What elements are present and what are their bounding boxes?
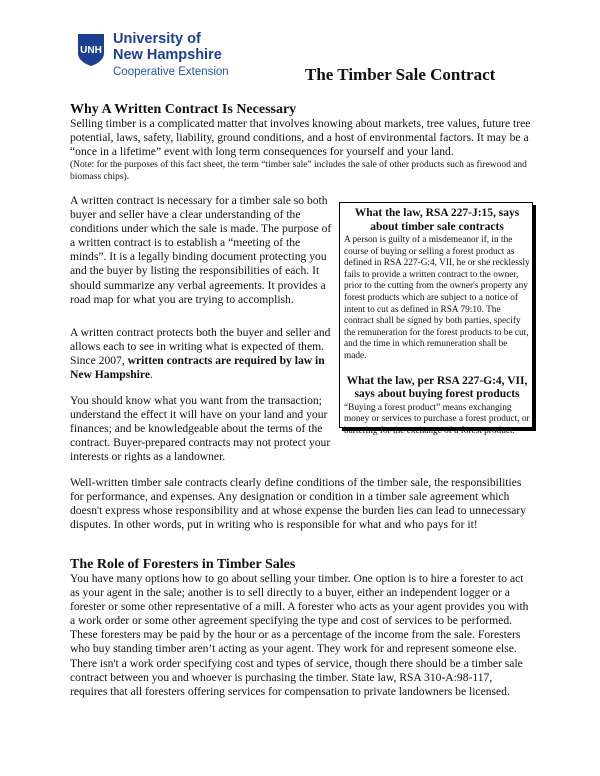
law-box-title-1: What the law, RSA 227-J:15, says about timber sale contracts <box>354 207 520 233</box>
law-box-text-2: “Buying a forest product” means exchanging money or services to purchase a forest product, or bartering for the exchange of a forest product. <box>344 402 530 436</box>
law-box-text-1: A person is guilty of a misdemeanor if, in the course of buying or selling a forest product as defined in RSA 227-G:4, VII, he or she recklessly fails to provide a written contract to the owner, prior to the cutting from the owner's property any forest products which are subject to a notice of intent to cut as defined in RSA 79:10. The contract shall be signed by both parties, specify the remuneration for the forest products to be cut, and the time in which remuneration shall be made. <box>344 235 530 361</box>
paragraph-role-of-foresters: You have many options how to go about selling your timber. One option is to hire a forester to act as your agent in the sale; another is to sell directly to a buyer, either an independent logger or a forester or some other representative of a mill. A forester who acts as your agent provides you with a work order or some other agreement specifying the type and cost of services to be performed. These foresters may be paid by the hour or as a percentage of the income from the sale. Foresters who buy standing timber aren’t acting as your agent. They work for and represent someone else. There isn't a work order specifying cost and types of service, though there should be a timber sale contract between you and whoever is purchasing the timber. State law, RSA 310-A:98-117, requires that all foresters offering services for compensation to private landowners be licensed. <box>70 572 529 698</box>
intro-text: Selling timber is a complicated matter that involves knowing about markets, tree values, future tree potential, laws, safety, liability, ground conditions, and a host of environmental factors. It may be a “once in a lifetime” event with long term consequences for yourself and your land. <box>70 117 531 159</box>
paragraph-contract-protects <box>70 326 332 382</box>
para2-text-c: . <box>149 368 153 382</box>
para2-bold-law: written contracts are required by law in New Hampshire <box>70 354 325 382</box>
logo-university-of: University of <box>113 31 201 47</box>
paragraph-well-written-contracts: Well-written timber sale contracts clearly define conditions of the timber sale, the responsibilities for performance, and expenses. Any designation or condition in a timber sale agreement which doesn't express whose responsibility and at whose expense the burden lies can lead to unnecessary disputes. In other words, put in writing who is responsible for what and who pays for it! <box>70 476 527 532</box>
paragraph-contract-necessary: A written contract is necessary for a timber sale so both buyer and seller have a clear understanding of the conditions under which the sale is made. The purpose of a written contract is to establish a “meeting of the minds”. It is a legally binding document protecting you and the buyer by listing the responsibilities of each. It should summarize any verbal agreements. It provides a road map for what you are trying to accomplish. <box>70 194 332 306</box>
document-title: The Timber Sale Contract <box>305 65 496 84</box>
law-sidebar-box <box>339 202 533 436</box>
logo-new-hampshire: New Hampshire <box>113 47 222 63</box>
logo-mark-text: UNH <box>80 45 102 56</box>
section-heading-foresters: The Role of Foresters in Timber Sales <box>70 557 296 572</box>
paragraph-know-what-you-want: You should know what you want from the transaction; understand the effect it will have on your land and your finances; and be knowledgeable about the terms of the contract. Buyer-prepared contracts may not protect your interests or rights as a landowner. <box>70 394 331 464</box>
unh-extension-logo <box>77 29 297 81</box>
unh-shield-icon <box>77 33 105 67</box>
para2-text-a: A written contract protects both the buyer and seller and allows each to see in writing what is expected of them. Since 2007, <box>70 326 331 368</box>
intro-note: (Note: for the purposes of this fact sheet, the term “timber sale” includes the sale of other products such as firewood and biomass chips). <box>70 160 527 183</box>
section-heading-why-contract: Why A Written Contract Is Necessary <box>70 102 297 117</box>
intro-paragraph <box>70 117 532 183</box>
law-box-title-2: What the law, per RSA 227-G:4, VII, says about buying forest products <box>346 374 528 401</box>
logo-cooperative-extension: Cooperative Extension <box>113 66 229 78</box>
